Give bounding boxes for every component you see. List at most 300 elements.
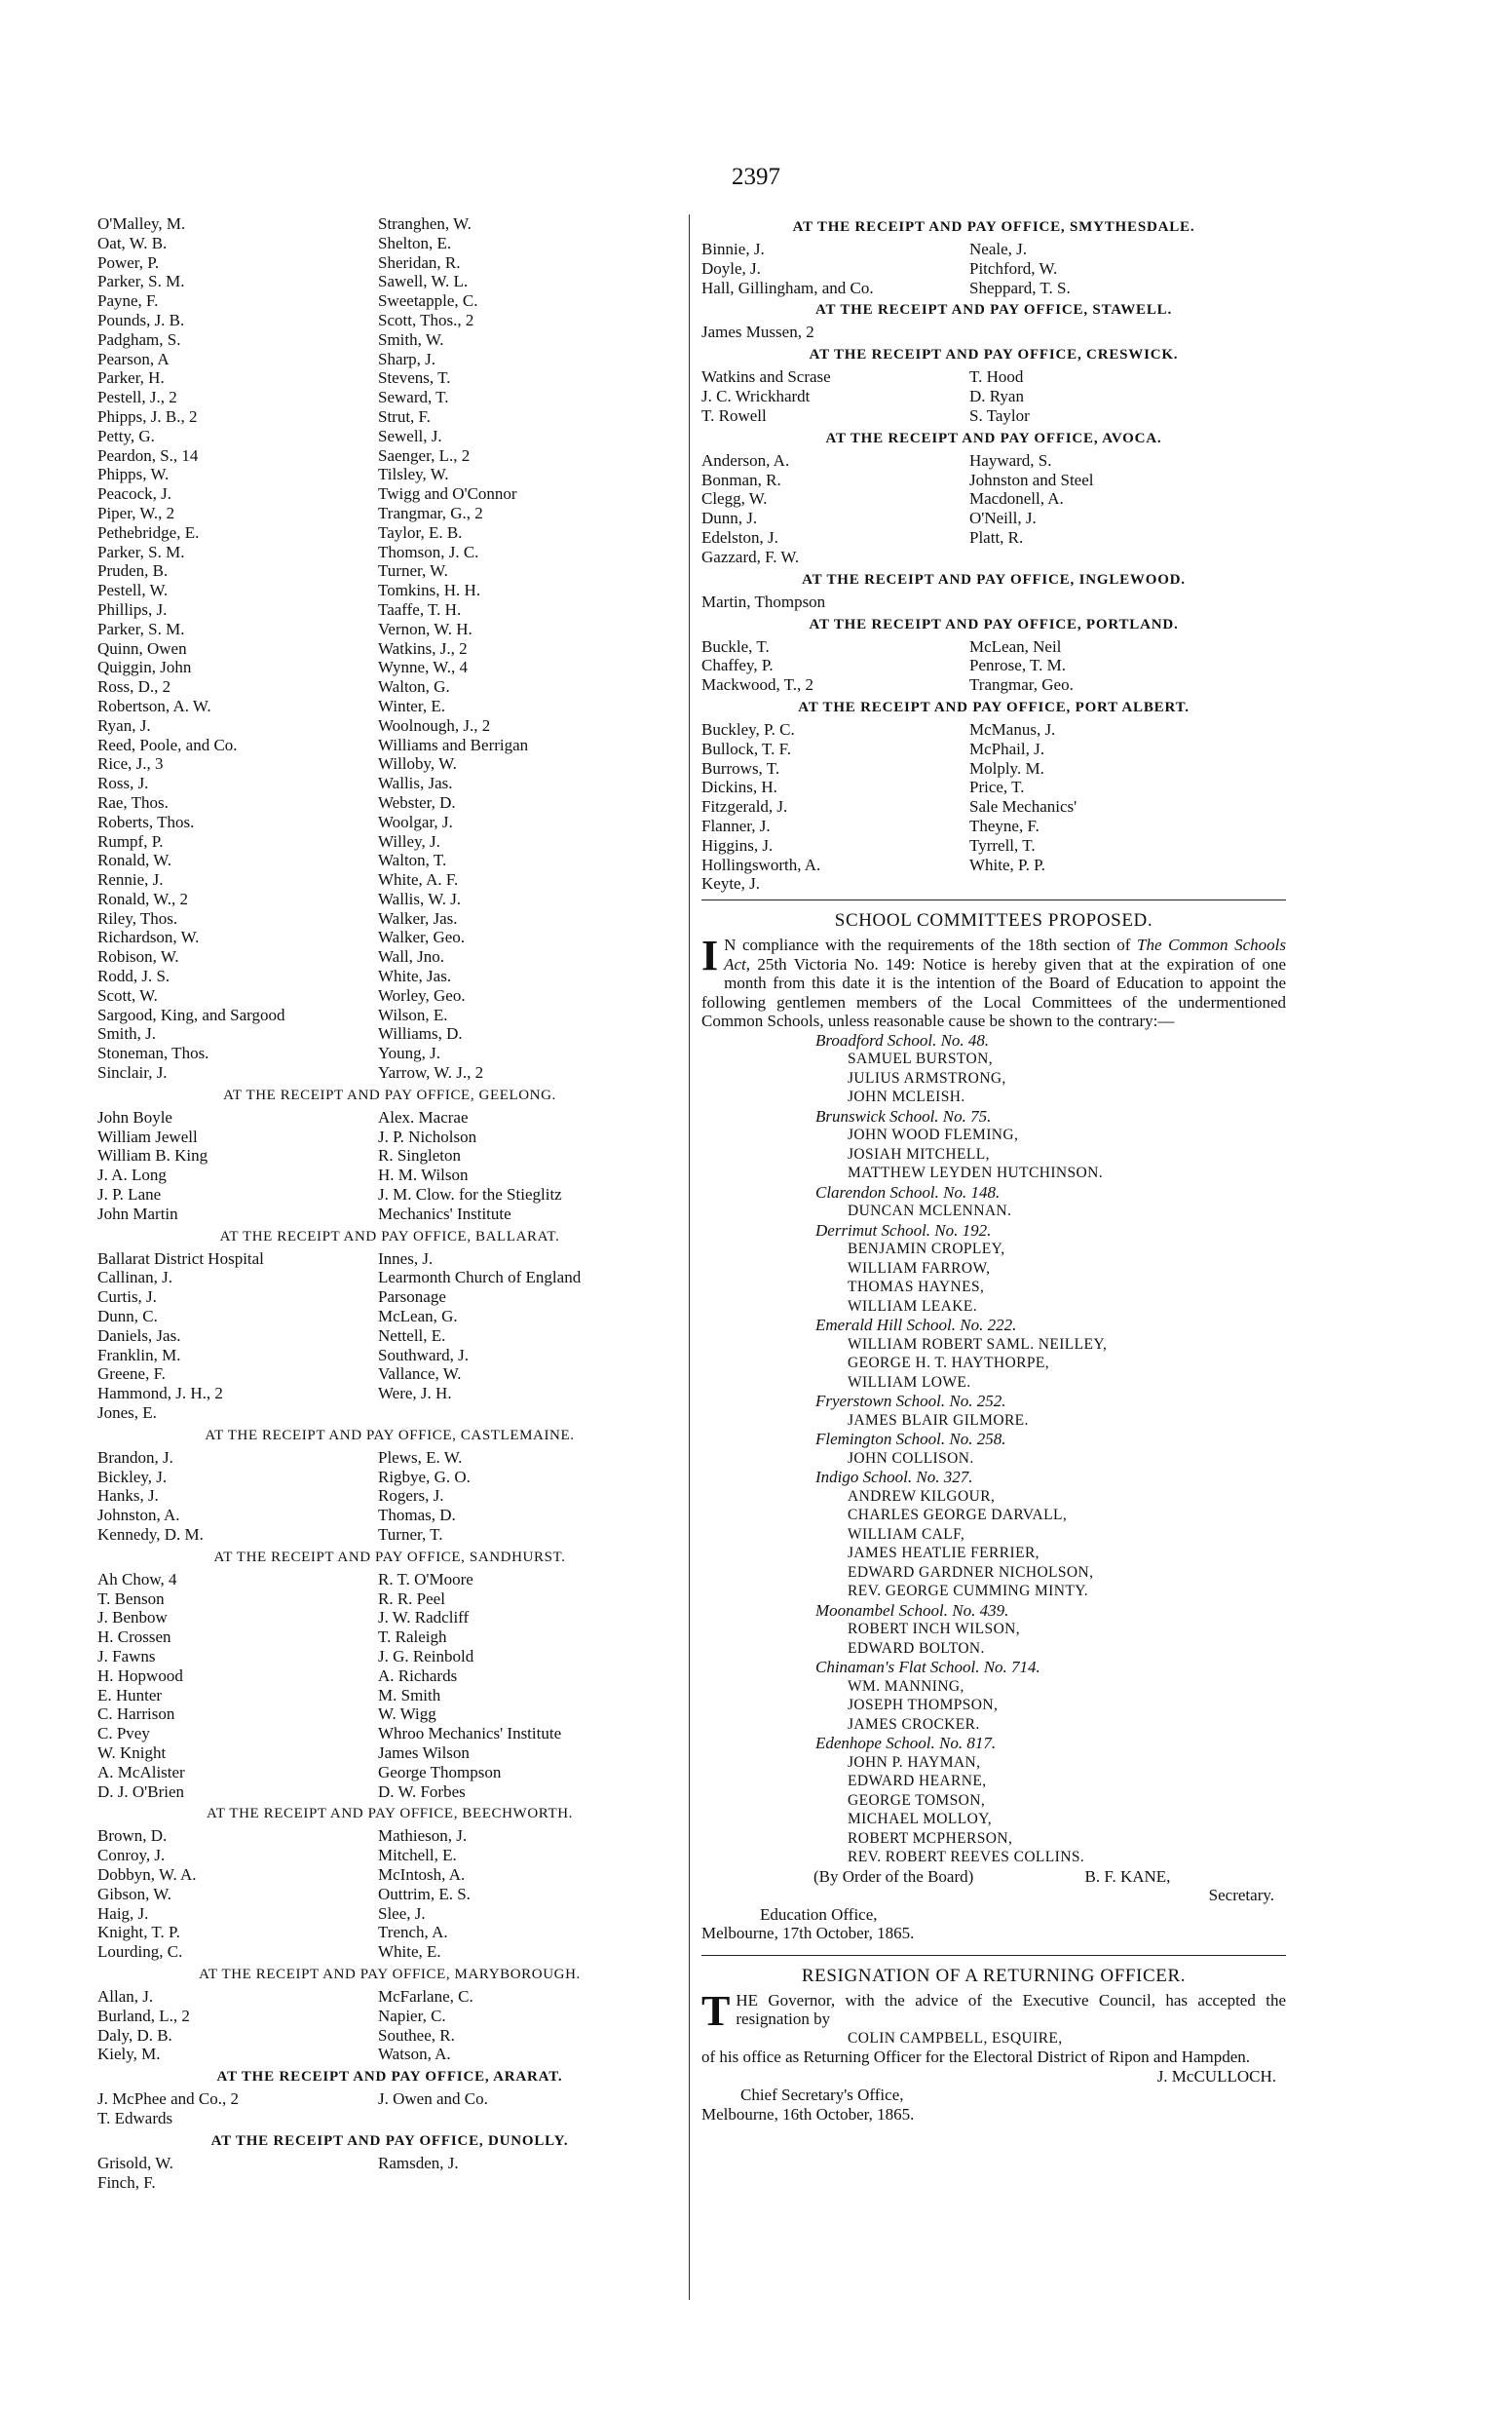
entry-left: Pethebridge, E.	[97, 522, 200, 542]
list-row	[97, 1346, 682, 1365]
list-row	[97, 388, 682, 407]
entry-right: Sheridan, R.	[378, 252, 461, 272]
list-row	[97, 214, 682, 234]
entry-left: Bonman, R.	[701, 470, 781, 489]
list-row	[97, 446, 682, 466]
entry-left: Padgham, S.	[97, 329, 181, 349]
entry-right	[378, 1403, 682, 1423]
entry-right: Molply. M.	[969, 758, 1044, 778]
list-row	[97, 1570, 682, 1589]
list-row	[97, 2154, 682, 2173]
entry-left: Dickins, H.	[701, 778, 777, 797]
entry-left: C. Harrison	[97, 1704, 175, 1724]
school-name: Indigo School. No. 327.	[815, 1468, 973, 1487]
entry-left: William B. King	[97, 1146, 208, 1166]
entry-right: Trench, A.	[378, 1923, 448, 1942]
order-line: (By Order of the Board)	[813, 1866, 974, 1886]
committee-member: THOMAS HAYNES,	[848, 1279, 985, 1296]
entry-left: Sargood, King, and Sargood	[97, 1005, 285, 1024]
entry-right: Plews, E. W.	[378, 1447, 463, 1467]
entry-left: Stoneman, Thos.	[97, 1044, 209, 1063]
dropcap: I	[701, 932, 719, 980]
entry-right: Mitchell, E.	[378, 1846, 457, 1865]
list-row	[97, 639, 682, 659]
entry-left: Daniels, Jas.	[97, 1325, 181, 1345]
page-number: 2397	[732, 164, 780, 190]
entry-right: Walton, T.	[378, 851, 447, 870]
list-row	[97, 2007, 682, 2026]
entry-left: Mackwood, T., 2	[701, 675, 814, 695]
list-maryborough	[97, 1987, 682, 2064]
entry-right: Parsonage	[378, 1287, 446, 1307]
entry-left: Curtis, J.	[97, 1287, 157, 1307]
entry-left: Pestell, J., 2	[97, 388, 177, 407]
list-row	[97, 754, 682, 774]
committee-member: MATTHEW LEYDEN HUTCHINSON.	[848, 1165, 1103, 1182]
committee-member: EDWARD GARDNER NICHOLSON,	[848, 1563, 1094, 1581]
left-column	[97, 214, 682, 2192]
entry-left: T. Edwards	[97, 2108, 173, 2127]
list-row	[97, 1826, 682, 1846]
list-portland	[701, 637, 1286, 695]
heading-dunolly: AT THE RECEIPT AND PAY OFFICE, DUNOLLY.	[210, 2132, 569, 2149]
list-port-albert	[701, 720, 1286, 894]
entry-left: Greene, F.	[97, 1364, 166, 1384]
list-row	[97, 909, 682, 929]
committee-member: JOSIAH MITCHELL,	[848, 1145, 990, 1163]
list-row	[97, 658, 682, 677]
heading-ballarat: AT THE RECEIPT AND PAY OFFICE, BALLARAT.	[219, 1228, 560, 1244]
signatory: B. F. KANE,	[1084, 1866, 1171, 1886]
list-row	[97, 813, 682, 832]
entry-right: Young, J.	[378, 1044, 440, 1063]
entry-right: Southward, J.	[378, 1345, 470, 1364]
entry-right: Outtrim, E. S.	[378, 1884, 471, 1903]
list-row	[701, 259, 1286, 279]
entry-left: Finch, F.	[97, 2172, 156, 2192]
entry-right: Wilson, E.	[378, 1005, 448, 1024]
entry-left: Dunn, J.	[701, 509, 758, 528]
entry-left: Jones, E.	[97, 1403, 157, 1423]
heading-beechworth: AT THE RECEIPT AND PAY OFFICE, BEECHWORTH.	[206, 1806, 573, 1822]
list-row	[97, 1782, 682, 1802]
list-row	[97, 504, 682, 523]
list-row	[97, 311, 682, 330]
list-row	[701, 740, 1286, 759]
entry-right: Thomas, D.	[378, 1506, 456, 1525]
entry-left: Burrows, T.	[701, 758, 780, 778]
list-row	[701, 759, 1286, 779]
entry-right: Napier, C.	[378, 2006, 446, 2025]
list-row	[97, 1885, 682, 1904]
list-row	[701, 874, 1286, 894]
list-row	[97, 407, 682, 427]
school-name: Edenhope School. No. 817.	[815, 1734, 997, 1753]
school-name: Flemington School. No. 258.	[815, 1430, 1006, 1449]
entry-right: H. M. Wilson	[378, 1166, 469, 1185]
list-row	[97, 1666, 682, 1686]
entry-right: Woolgar, J.	[378, 812, 453, 831]
list-row	[701, 279, 1286, 298]
list-row	[97, 774, 682, 793]
entry-left: Payne, F.	[97, 291, 159, 311]
list-row	[97, 427, 682, 446]
entry-right: M. Smith	[378, 1685, 441, 1704]
entry-right: R. Singleton	[378, 1146, 462, 1166]
committee-member: JAMES CROCKER.	[848, 1715, 980, 1733]
entry-right: Twigg and O'Connor	[378, 484, 517, 504]
entry-left: Dobbyn, W. A.	[97, 1864, 197, 1884]
list-row	[97, 1044, 682, 1063]
list-row	[97, 1987, 682, 2007]
list-row	[97, 1865, 682, 1885]
entry-right: Strut, F.	[378, 406, 431, 426]
act-title: The Common Schools Act,	[724, 936, 1286, 974]
section-rule	[701, 1955, 1286, 1956]
entry-right: Neale, J.	[969, 240, 1028, 258]
entry-right: Walker, Jas.	[378, 908, 458, 928]
committee-member: REV. ROBERT REEVES COLLINS.	[848, 1849, 1085, 1866]
entry-right: Mechanics' Institute	[378, 1204, 511, 1223]
list-avoca	[701, 451, 1286, 567]
entry-right: Turner, W.	[378, 561, 448, 581]
heading-creswick: AT THE RECEIPT AND PAY OFFICE, CRESWICK.	[809, 347, 1179, 364]
list-row	[97, 832, 682, 852]
school-name: Fryerstown School. No. 252.	[815, 1392, 1006, 1411]
list-row	[701, 471, 1286, 490]
entry-right: Thomson, J. C.	[378, 542, 479, 561]
list-row	[97, 465, 682, 484]
entry-right: Walker, Geo.	[378, 928, 466, 947]
entry-left: Reed, Poole, and Co.	[97, 735, 238, 754]
committee-member: JOHN WOOD FLEMING,	[848, 1127, 1019, 1144]
list-row	[97, 234, 682, 253]
entry-right: Vallance, W.	[378, 1364, 462, 1384]
entry-right: McIntosh, A.	[378, 1864, 466, 1884]
entry-left: Parker, S. M.	[97, 542, 185, 561]
list-row	[97, 1326, 682, 1346]
entry-left: Parker, S. M.	[97, 272, 185, 291]
list-row	[97, 581, 682, 600]
list-row	[97, 272, 682, 291]
entry-left: Piper, W., 2	[97, 503, 175, 522]
list-row	[97, 484, 682, 504]
list-row	[97, 793, 682, 813]
list-row	[97, 561, 682, 581]
entry-left: Watkins and Scrase	[701, 367, 831, 387]
entry-right: Willey, J.	[378, 831, 440, 851]
school-list	[701, 1031, 1286, 1867]
heading-geelong: AT THE RECEIPT AND PAY OFFICE, GEELONG.	[223, 1087, 556, 1103]
entry-left: Pearson, A	[97, 349, 170, 368]
entry-left: Roberts, Thos.	[97, 812, 195, 831]
resignation-text-2: of his office as Returning Officer for the Electoral District of Ripon and Hampden.	[701, 2048, 1251, 2067]
entry-right: Macdonell, A.	[969, 489, 1064, 509]
entry-left: Burland, L., 2	[97, 2006, 190, 2025]
entry-right: Winter, E.	[378, 696, 445, 715]
entry-left: Dunn, C.	[97, 1307, 158, 1326]
entry-right: Trangmar, Geo.	[969, 675, 1074, 695]
entry-left: A. McAlister	[97, 1762, 185, 1781]
entry-left: Quinn, Owen	[97, 638, 187, 658]
list-row	[97, 1185, 682, 1205]
list-row	[701, 637, 1286, 657]
committee-member: SAMUEL BURSTON,	[848, 1051, 993, 1068]
entry-right: R. T. O'Moore	[378, 1569, 473, 1589]
entry-left: Hall, Gillingham, and Co.	[701, 278, 874, 297]
entry-left: Higgins, J.	[701, 835, 774, 855]
entry-left: Gazzard, F. W.	[701, 547, 800, 566]
entry-right: J. G. Reinbold	[378, 1646, 474, 1665]
list-row	[701, 656, 1286, 675]
entry-right: Slee, J.	[378, 1903, 426, 1923]
list-row	[97, 1384, 682, 1403]
entry-right: Seward, T.	[378, 388, 449, 407]
entry-right: Sale Mechanics'	[969, 797, 1077, 817]
entry-left: Hanks, J.	[97, 1486, 159, 1506]
entry-right: Wynne, W., 4	[378, 658, 468, 677]
school-name: Brunswick School. No. 75.	[815, 1106, 992, 1126]
entry-right: Theyne, F.	[969, 816, 1040, 835]
entry-right	[969, 548, 1286, 567]
entry-left: Parker, H.	[97, 368, 165, 388]
inglewood-line: Martin, Thompson	[701, 592, 826, 611]
entry-left: Fitzgerald, J.	[701, 797, 788, 817]
entry-right: Taylor, E. B.	[378, 522, 463, 542]
entry-right: J. M. Clow. for the Stieglitz	[378, 1185, 562, 1205]
entry-right: Tyrrell, T.	[969, 835, 1036, 855]
entry-left: Kennedy, D. M.	[97, 1525, 204, 1544]
entry-left: Brown, D.	[97, 1826, 168, 1846]
entry-left: Pestell, W.	[97, 581, 169, 600]
school-name: Clarendon School. No. 148.	[815, 1182, 1001, 1202]
entry-left: Johnston, A.	[97, 1506, 180, 1525]
committee-member: WILLIAM LEAKE.	[848, 1297, 978, 1315]
list-row	[97, 1743, 682, 1763]
entry-left: W. Knight	[97, 1742, 167, 1762]
entry-right: Worley, Geo.	[378, 985, 466, 1005]
list-row	[97, 620, 682, 639]
list-row	[97, 1923, 682, 1942]
entry-right: Stevens, T.	[378, 368, 451, 388]
entry-left: Peardon, S., 14	[97, 445, 199, 465]
entry-left: Franklin, M.	[97, 1345, 181, 1364]
entry-left: Robison, W.	[97, 947, 179, 967]
entry-right: Stranghen, W.	[378, 214, 472, 233]
list-row	[701, 451, 1286, 471]
list-row	[97, 543, 682, 562]
committee-member: JAMES HEATLIE FERRIER,	[848, 1545, 1040, 1562]
entry-right: Tomkins, H. H.	[378, 581, 481, 600]
entry-left: Quiggin, John	[97, 658, 192, 677]
school-name: Derrimut School. No. 192.	[815, 1220, 992, 1240]
dropcap: T	[701, 1986, 731, 2035]
list-row	[97, 330, 682, 350]
entry-left: J. A. Long	[97, 1166, 167, 1185]
list-row	[97, 1589, 682, 1609]
entry-right: Rigbye, G. O.	[378, 1467, 471, 1486]
committee-member: ANDREW KILGOUR,	[848, 1487, 996, 1505]
committee-member: WILLIAM ROBERT SAML. NEILLEY,	[848, 1335, 1108, 1353]
entry-right: McLean, Neil	[969, 636, 1062, 656]
list-row	[97, 851, 682, 870]
entry-left: Ross, D., 2	[97, 677, 171, 697]
list-row	[97, 2045, 682, 2064]
entry-left: Flanner, J.	[701, 816, 771, 835]
list-sandhurst	[97, 1570, 682, 1802]
entry-left: Kiely, M.	[97, 2045, 161, 2064]
entry-right: S. Taylor	[969, 405, 1030, 425]
entry-left: Haig, J.	[97, 1903, 149, 1923]
list-row	[701, 675, 1286, 695]
entry-left: T. Rowell	[701, 405, 767, 425]
entry-right: McPhail, J.	[969, 739, 1044, 758]
list-row	[97, 736, 682, 755]
entry-right: Wallis, W. J.	[378, 889, 462, 908]
entry-right: Hayward, S.	[969, 450, 1052, 470]
list-row	[97, 2026, 682, 2046]
entry-left: Ballarat District Hospital	[97, 1248, 264, 1268]
entry-right: Wall, Jno.	[378, 947, 445, 967]
list-row	[97, 1063, 682, 1083]
list-geelong	[97, 1108, 682, 1224]
entry-right: O'Neill, J.	[969, 509, 1037, 528]
entry-right: George Thompson	[378, 1762, 502, 1781]
list-row	[97, 870, 682, 890]
entry-left: Rae, Thos.	[97, 792, 169, 812]
entry-right: Sheppard, T. S.	[969, 278, 1071, 297]
list-row	[97, 600, 682, 620]
list-row	[97, 1307, 682, 1326]
committee-member: JOHN MCLEISH.	[848, 1089, 965, 1106]
entry-left: Doyle, J.	[701, 258, 761, 278]
entry-left: Ah Chow, 4	[97, 1569, 177, 1589]
heading-port-albert: AT THE RECEIPT AND PAY OFFICE, PORT ALBERT.	[798, 699, 1190, 715]
entry-left: William Jewell	[97, 1127, 198, 1146]
resignation-date: Melbourne, 16th October, 1865.	[701, 2104, 915, 2124]
entry-right: White, Jas.	[378, 967, 452, 986]
entry-left: Rennie, J.	[97, 870, 164, 890]
entry-right: Williams, D.	[378, 1024, 463, 1044]
list-row	[701, 387, 1286, 406]
entry-left: T. Benson	[97, 1589, 165, 1608]
heading-ararat: AT THE RECEIPT AND PAY OFFICE, ARARAT.	[216, 2069, 563, 2086]
entry-left: Anderson, A.	[701, 450, 790, 470]
committee-member: DUNCAN MCLENNAN.	[848, 1203, 1012, 1220]
entry-right: Williams and Berrigan	[378, 735, 529, 754]
list-row	[97, 697, 682, 716]
entry-left: Petty, G.	[97, 426, 155, 445]
list-row	[97, 890, 682, 909]
list-row	[97, 716, 682, 736]
list-row	[97, 1146, 682, 1166]
entry-right: McLean, G.	[378, 1307, 458, 1326]
list-row	[97, 1704, 682, 1724]
list-row	[97, 1268, 682, 1287]
list-row	[97, 2109, 682, 2128]
entry-left: Sinclair, J.	[97, 1063, 168, 1083]
entry-right: Southee, R.	[378, 2025, 455, 2045]
entry-right: A. Richards	[378, 1665, 458, 1685]
committee-member: JULIUS ARMSTRONG,	[848, 1069, 1006, 1087]
entry-right: J. Owen and Co.	[378, 2089, 488, 2109]
entry-right: Alex. Macrae	[378, 1107, 469, 1127]
list-castlemaine	[97, 1448, 682, 1545]
entry-left: Buckle, T.	[701, 636, 770, 656]
list-smythesdale	[701, 240, 1286, 297]
entry-right: Johnston and Steel	[969, 470, 1094, 489]
list-row	[97, 1006, 682, 1025]
entry-right: McManus, J.	[969, 719, 1056, 739]
entry-left: Ryan, J.	[97, 715, 151, 735]
list-row	[701, 240, 1286, 259]
entry-right: James Wilson	[378, 1742, 470, 1762]
entry-left: Chaffey, P.	[701, 656, 774, 675]
entry-left: Phipps, W.	[97, 465, 170, 484]
entry-right: Trangmar, G., 2	[378, 503, 483, 522]
entry-left: Bullock, T. F.	[701, 739, 791, 758]
list-row	[97, 1024, 682, 1044]
entry-left: J. Fawns	[97, 1646, 156, 1665]
entry-left: Gibson, W.	[97, 1884, 172, 1903]
entry-right: Sewell, J.	[378, 426, 442, 445]
entry-right: Platt, R.	[969, 527, 1024, 547]
entry-right: Willoby, W.	[378, 754, 457, 774]
list-row	[97, 1763, 682, 1782]
committee-member: JOHN COLLISON.	[848, 1449, 974, 1467]
entry-right: T. Hood	[969, 367, 1024, 387]
entry-left: J. P. Lane	[97, 1185, 162, 1205]
entry-right: Saenger, L., 2	[378, 445, 471, 465]
heading-avoca: AT THE RECEIPT AND PAY OFFICE, AVOCA.	[825, 430, 1162, 446]
list-row	[97, 928, 682, 947]
list-row	[97, 1525, 682, 1545]
entry-left: Scott, W.	[97, 985, 158, 1005]
entry-right	[378, 2109, 682, 2128]
entry-left: Phipps, J. B., 2	[97, 406, 198, 426]
list-row	[701, 489, 1286, 509]
entry-right: Tilsley, W.	[378, 465, 449, 484]
committee-member: WILLIAM LOWE.	[848, 1373, 971, 1391]
list-creswick	[701, 367, 1286, 425]
entry-left: Hollingsworth, A.	[701, 855, 821, 874]
school-name: Broadford School. No. 48.	[815, 1030, 990, 1050]
list-row	[701, 836, 1286, 856]
list-row	[701, 548, 1286, 567]
entry-right: Turner, T.	[378, 1525, 443, 1544]
list-row	[97, 1686, 682, 1705]
list-row	[701, 720, 1286, 740]
entry-right: Price, T.	[969, 778, 1025, 797]
heading-castlemaine: AT THE RECEIPT AND PAY OFFICE, CASTLEMAINE.	[205, 1427, 575, 1443]
entry-right	[969, 874, 1286, 894]
entry-right: J. P. Nicholson	[378, 1127, 477, 1146]
list-row	[97, 1486, 682, 1506]
list-row	[97, 523, 682, 543]
school-committees-title: SCHOOL COMMITTEES PROPOSED.	[834, 910, 1153, 932]
list-row	[97, 1904, 682, 1924]
heading-smythesdale: AT THE RECEIPT AND PAY OFFICE, SMYTHESDALE.	[792, 219, 1195, 235]
list-row	[97, 1468, 682, 1487]
heading-sandhurst: AT THE RECEIPT AND PAY OFFICE, SANDHURST.	[213, 1549, 566, 1565]
list-dunolly	[97, 2154, 682, 2193]
signatory-title: Secretary.	[1208, 1886, 1274, 1905]
list-row	[97, 1448, 682, 1468]
date-line: Melbourne, 17th October, 1865.	[701, 1924, 915, 1943]
entry-right: Watkins, J., 2	[378, 638, 468, 658]
list-row	[97, 1846, 682, 1865]
entry-left: Power, P.	[97, 252, 160, 272]
